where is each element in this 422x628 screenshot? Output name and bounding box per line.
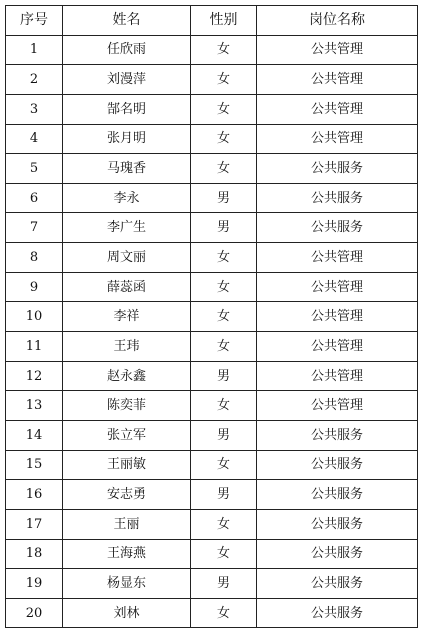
table-row xyxy=(6,332,418,362)
cell-name: 张立军 xyxy=(63,420,191,450)
cell-gender: 男 xyxy=(191,569,257,599)
cell-gender: 女 xyxy=(191,302,257,332)
header-name: 姓名 xyxy=(63,6,191,36)
cell-serial-number: 15 xyxy=(6,450,63,480)
cell-gender: 女 xyxy=(191,539,257,569)
header-serial-number: 序号 xyxy=(6,6,63,36)
cell-name: 马瑰香 xyxy=(63,154,191,184)
cell-gender: 女 xyxy=(191,243,257,273)
table-row xyxy=(6,361,418,391)
cell-position: 公共服务 xyxy=(257,480,418,510)
table-row xyxy=(6,569,418,599)
cell-serial-number: 8 xyxy=(6,243,63,273)
cell-position: 公共管理 xyxy=(257,272,418,302)
cell-name: 张月明 xyxy=(63,124,191,154)
cell-gender: 男 xyxy=(191,420,257,450)
header-position: 岗位名称 xyxy=(257,6,418,36)
table-row xyxy=(6,94,418,124)
cell-serial-number: 17 xyxy=(6,509,63,539)
cell-position: 公共服务 xyxy=(257,154,418,184)
table-body xyxy=(6,35,418,628)
cell-name: 赵永鑫 xyxy=(63,361,191,391)
cell-name: 王海燕 xyxy=(63,539,191,569)
table-row xyxy=(6,302,418,332)
table-row xyxy=(6,391,418,421)
table-row xyxy=(6,35,418,65)
cell-serial-number: 19 xyxy=(6,569,63,599)
cell-gender: 女 xyxy=(191,391,257,421)
cell-position: 公共服务 xyxy=(257,213,418,243)
cell-gender: 女 xyxy=(191,35,257,65)
cell-gender: 女 xyxy=(191,598,257,628)
cell-serial-number: 7 xyxy=(6,213,63,243)
cell-gender: 女 xyxy=(191,450,257,480)
cell-serial-number: 20 xyxy=(6,598,63,628)
cell-gender: 女 xyxy=(191,509,257,539)
table-row xyxy=(6,124,418,154)
table-row xyxy=(6,183,418,213)
cell-serial-number: 6 xyxy=(6,183,63,213)
personnel-table xyxy=(5,5,418,628)
cell-position: 公共服务 xyxy=(257,598,418,628)
cell-serial-number: 16 xyxy=(6,480,63,510)
cell-gender: 女 xyxy=(191,124,257,154)
cell-name: 任欣雨 xyxy=(63,35,191,65)
cell-name: 王玮 xyxy=(63,332,191,362)
cell-name: 李广生 xyxy=(63,213,191,243)
cell-serial-number: 2 xyxy=(6,65,63,95)
cell-position: 公共管理 xyxy=(257,332,418,362)
cell-serial-number: 9 xyxy=(6,272,63,302)
cell-gender: 女 xyxy=(191,154,257,184)
table-row xyxy=(6,154,418,184)
cell-name: 刘漫萍 xyxy=(63,65,191,95)
cell-position: 公共服务 xyxy=(257,450,418,480)
table-row xyxy=(6,272,418,302)
table-row xyxy=(6,65,418,95)
cell-serial-number: 14 xyxy=(6,420,63,450)
cell-gender: 女 xyxy=(191,94,257,124)
table-row xyxy=(6,598,418,628)
cell-gender: 女 xyxy=(191,332,257,362)
cell-position: 公共服务 xyxy=(257,539,418,569)
table-row xyxy=(6,213,418,243)
cell-serial-number: 11 xyxy=(6,332,63,362)
header-gender: 性别 xyxy=(191,6,257,36)
cell-name: 郜名明 xyxy=(63,94,191,124)
table-row xyxy=(6,509,418,539)
table-row xyxy=(6,420,418,450)
cell-position: 公共管理 xyxy=(257,94,418,124)
table-header-row xyxy=(6,6,418,36)
cell-gender: 男 xyxy=(191,183,257,213)
cell-position: 公共管理 xyxy=(257,243,418,273)
cell-position: 公共管理 xyxy=(257,361,418,391)
table-row xyxy=(6,539,418,569)
cell-position: 公共服务 xyxy=(257,420,418,450)
table-row xyxy=(6,243,418,273)
cell-serial-number: 13 xyxy=(6,391,63,421)
table-row xyxy=(6,450,418,480)
cell-position: 公共管理 xyxy=(257,35,418,65)
cell-position: 公共管理 xyxy=(257,65,418,95)
cell-serial-number: 3 xyxy=(6,94,63,124)
cell-name: 王丽敏 xyxy=(63,450,191,480)
cell-serial-number: 4 xyxy=(6,124,63,154)
table-row xyxy=(6,480,418,510)
cell-gender: 男 xyxy=(191,361,257,391)
cell-position: 公共管理 xyxy=(257,124,418,154)
cell-gender: 男 xyxy=(191,213,257,243)
cell-name: 李永 xyxy=(63,183,191,213)
cell-name: 周文丽 xyxy=(63,243,191,273)
cell-serial-number: 10 xyxy=(6,302,63,332)
cell-position: 公共服务 xyxy=(257,509,418,539)
cell-name: 杨显东 xyxy=(63,569,191,599)
cell-name: 薛蕊函 xyxy=(63,272,191,302)
cell-gender: 女 xyxy=(191,65,257,95)
cell-name: 王丽 xyxy=(63,509,191,539)
cell-gender: 男 xyxy=(191,480,257,510)
cell-position: 公共管理 xyxy=(257,391,418,421)
cell-position: 公共服务 xyxy=(257,183,418,213)
cell-serial-number: 12 xyxy=(6,361,63,391)
cell-position: 公共管理 xyxy=(257,302,418,332)
cell-name: 刘林 xyxy=(63,598,191,628)
cell-name: 李祥 xyxy=(63,302,191,332)
cell-serial-number: 18 xyxy=(6,539,63,569)
cell-gender: 女 xyxy=(191,272,257,302)
cell-name: 安志勇 xyxy=(63,480,191,510)
cell-serial-number: 1 xyxy=(6,35,63,65)
cell-serial-number: 5 xyxy=(6,154,63,184)
cell-position: 公共服务 xyxy=(257,569,418,599)
cell-name: 陈奕菲 xyxy=(63,391,191,421)
